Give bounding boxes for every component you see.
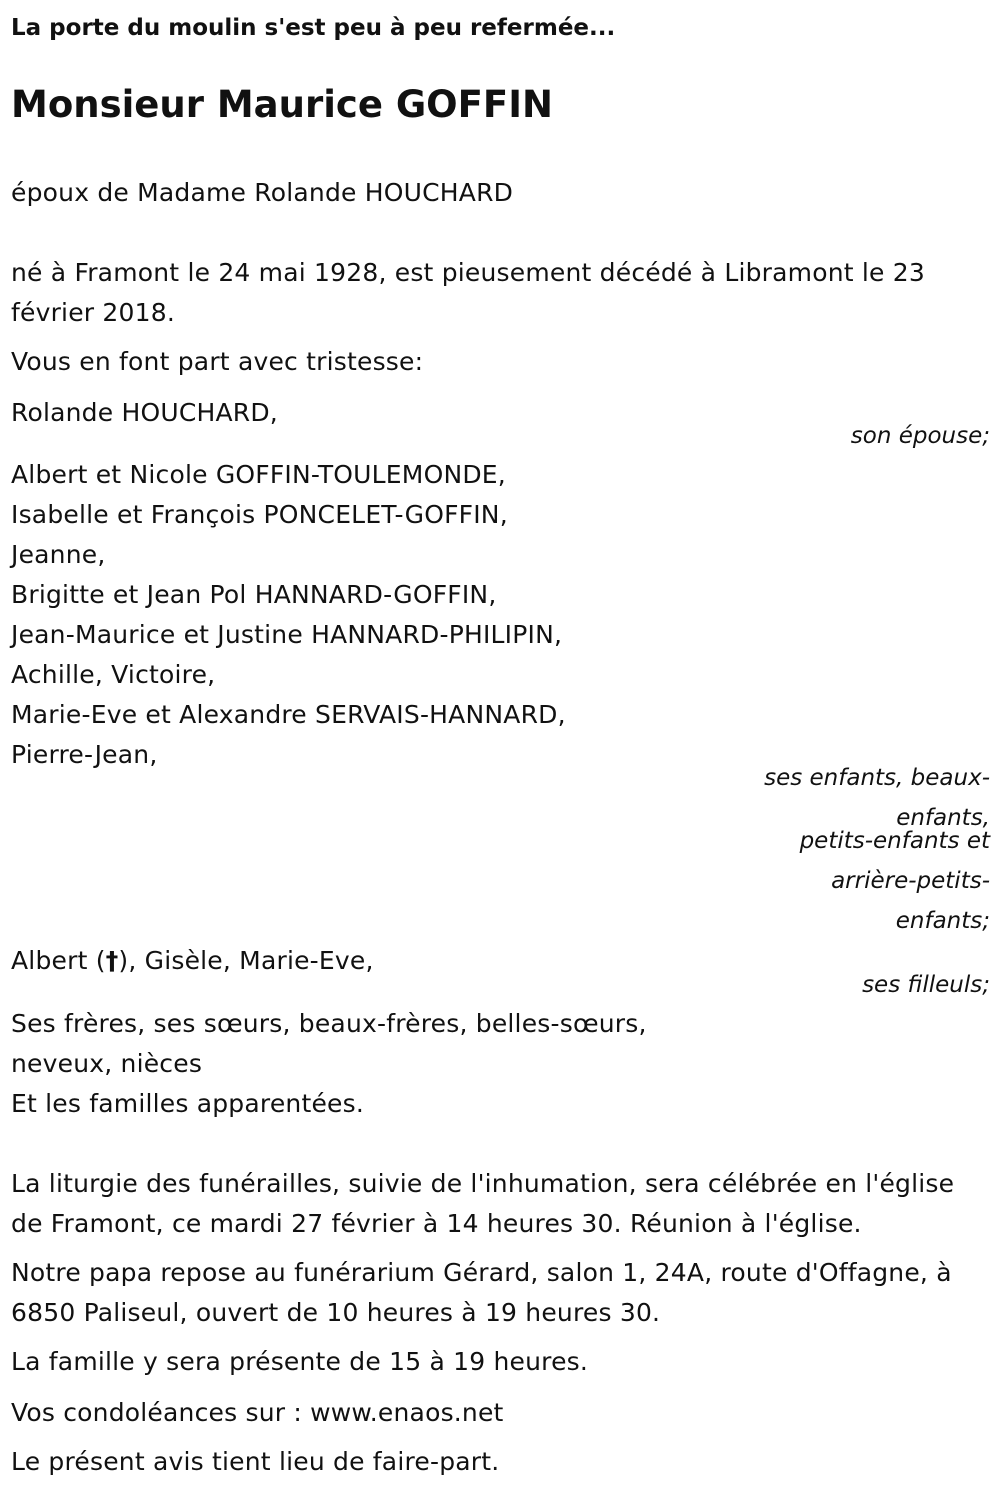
liturgy-line: de Framont, ce mardi 27 février à 14 heures 30. Réunion à l'église. <box>11 1209 862 1238</box>
deceased-name-title: Monsieur Maurice GOFFIN <box>11 83 553 126</box>
family-children-relation: enfants, <box>896 805 990 831</box>
family-children-name: Achille, Victoire, <box>11 660 216 689</box>
family-children-name: Jeanne, <box>11 540 106 569</box>
family-godchildren-relation: ses filleuls; <box>862 972 990 998</box>
godchildren-text-before: Albert ( <box>11 946 106 975</box>
notice-line: Le présent avis tient lieu de faire-part. <box>11 1447 500 1476</box>
spouse-line: époux de Madame Rolande HOUCHARD <box>11 178 514 207</box>
family-children-name: Pierre-Jean, <box>11 740 158 769</box>
family-presence-line: La famille y sera présente de 15 à 19 heures. <box>11 1347 589 1376</box>
liturgy-line: La liturgie des funérailles, suivie de l'inhumation, sera célébrée en l'église <box>11 1169 955 1198</box>
family-others-line: neveux, nièces <box>11 1049 203 1078</box>
funerarium-line: 6850 Paliseul, ouvert de 10 heures à 19 heures 30. <box>11 1298 661 1327</box>
family-children-relation: petits-enfants et <box>799 828 990 854</box>
family-children-name: Brigitte et Jean Pol HANNARD-GOFFIN, <box>11 580 497 609</box>
cross-icon: † <box>105 946 119 975</box>
funerarium-line: Notre papa repose au funérarium Gérard, salon 1, 24A, route d'Offagne, à <box>11 1258 952 1287</box>
birth-death-line: né à Framont le 24 mai 1928, est pieusement décédé à Libramont le 23 février 2018. <box>11 258 925 327</box>
condolences-line: Vos condoléances sur : www.enaos.net <box>11 1398 504 1427</box>
family-others-line: Et les familles apparentées. <box>11 1089 364 1118</box>
family-children-relation: enfants; <box>895 908 990 934</box>
family-children-relation: arrière-petits- <box>831 868 990 894</box>
family-spouse-relation: son épouse; <box>850 423 990 449</box>
godchildren-text-after: ), Gisèle, Marie-Eve, <box>118 946 374 975</box>
family-spouse-name: Rolande HOUCHARD, <box>11 398 278 427</box>
family-children-name: Isabelle et François PONCELET-GOFFIN, <box>11 500 508 529</box>
family-children-name: Albert et Nicole GOFFIN-TOULEMONDE, <box>11 460 506 489</box>
family-others-line: Ses frères, ses sœurs, beaux-frères, belles-sœurs, <box>11 1009 647 1038</box>
family-children-name: Marie-Eve et Alexandre SERVAIS-HANNARD, <box>11 700 566 729</box>
family-children-name: Jean-Maurice et Justine HANNARD-PHILIPIN, <box>11 620 563 649</box>
family-children-relation: ses enfants, beaux- <box>764 765 990 791</box>
announcement-line: Vous en font part avec tristesse: <box>11 347 424 376</box>
intro-line: La porte du moulin s'est peu à peu refermée... <box>11 15 616 41</box>
family-godchildren-names <box>11 941 374 981</box>
